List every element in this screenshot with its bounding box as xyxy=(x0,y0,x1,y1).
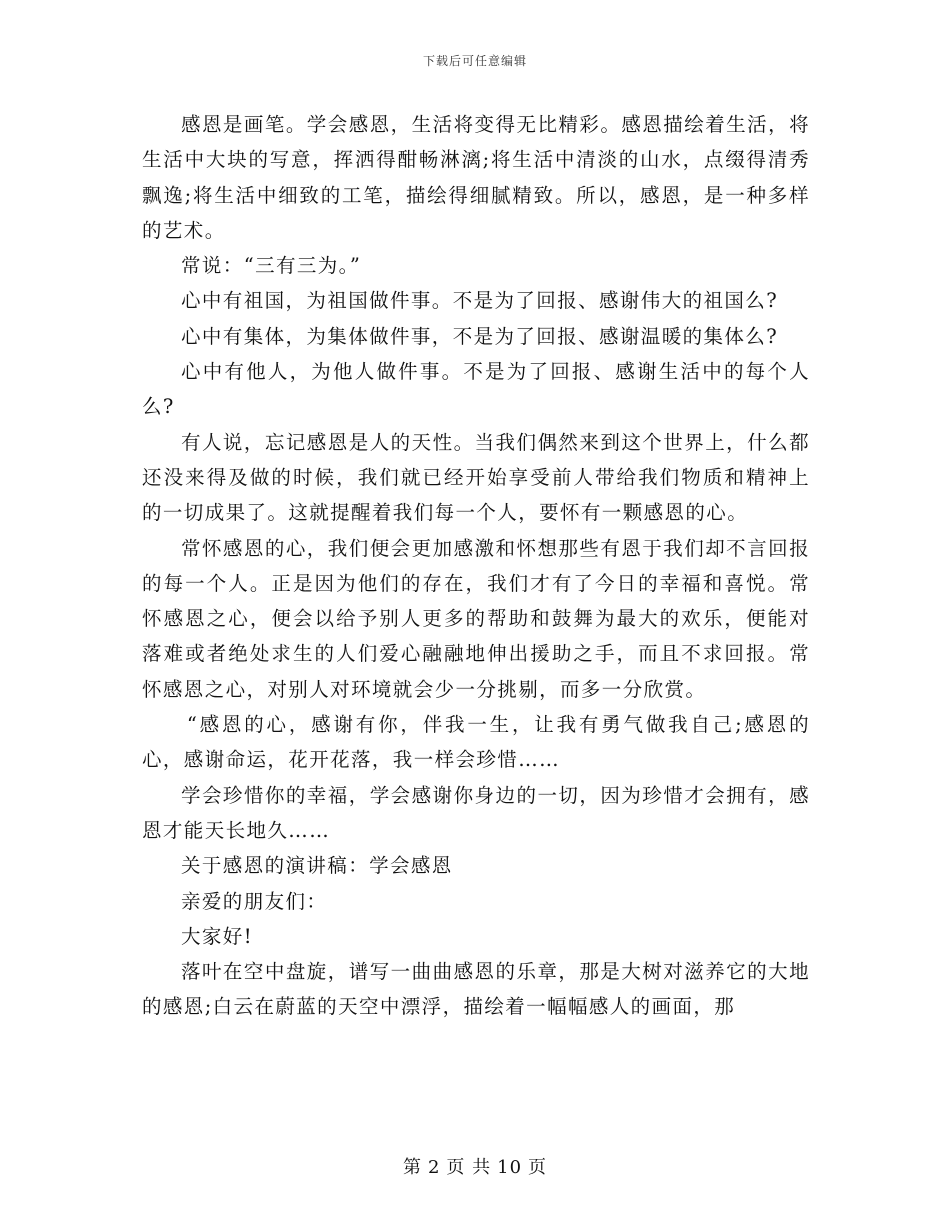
paragraph: 心中有祖国，为祖国做件事。不是为了回报、感谢伟大的祖国么? xyxy=(181,289,779,313)
footer-prefix: 第 xyxy=(402,1157,422,1178)
paragraph: 落叶在空中盘旋，谱写一曲曲感恩的乐章，那是大树对滋养它的大地的感恩;白云在蔚蓝的天空中漂浮，描绘着一幅幅感人的画面，那 xyxy=(142,960,810,1019)
paragraph: 感恩是画笔。学会感恩，生活将变得无比精彩。感恩描绘着生活，将生活中大块的写意，挥洒得酣畅淋漓;将生活中清淡的山水，点缀得清秀飘逸;将生活中细致的工笔，描绘得细腻精致。所以，感恩，是一种多样的艺术。 xyxy=(142,113,810,242)
paragraph: 学会珍惜你的幸福，学会感谢你身边的一切，因为珍惜才会拥有，感恩才能天长地久…… xyxy=(142,783,810,842)
paragraph: 心中有他人，为他人做件事。不是为了回报、感谢生活中的每个人么? xyxy=(142,360,810,419)
paragraph: 心中有集体，为集体做件事，不是为了回报、感谢温暖的集体么? xyxy=(181,324,779,348)
greeting: 大家好! xyxy=(181,924,253,948)
paragraph: 常说：“三有三为。” xyxy=(181,254,362,278)
footer-suffix: 页 xyxy=(528,1157,548,1178)
document-body xyxy=(142,107,810,1025)
paragraph: 常怀感恩的心，我们便会更加感激和怀想那些有恩于我们却不言回报的每一个人。正是因为他们的存在，我们才有了今日的幸福和喜悦。常怀感恩之心，便会以给予别人更多的帮助和鼓舞为最大的欢乐，便能对落难或者绝处求生的人们爱心融融地伸出援助之手，而且不求回报。常怀感恩之心，对别人对环境就会少一分挑剔，而多一分欣赏。 xyxy=(142,536,810,701)
footer-middle: 页 共 xyxy=(446,1157,492,1178)
footer-page-number: 2 xyxy=(427,1157,441,1178)
salutation: 亲爱的朋友们： xyxy=(181,889,328,913)
paragraph: “感恩的心，感谢有你，伴我一生，让我有勇气做我自己;感恩的心，感谢命运，花开花落，我一样会珍惜…… xyxy=(142,713,810,772)
page-footer xyxy=(0,1153,950,1179)
page-header: 下载后可任意编辑 xyxy=(422,54,527,68)
paragraph: 有人说，忘记感恩是人的天性。当我们偶然来到这个世界上，什么都还没来得及做的时候，我们就已经开始享受前人带给我们物质和精神上的一切成果了。这就提醒着我们每一个人，要怀有一颗感恩的心。 xyxy=(142,430,810,525)
section-title: 关于感恩的演讲稿：学会感恩 xyxy=(181,854,453,878)
footer-total-pages: 10 xyxy=(497,1157,523,1178)
